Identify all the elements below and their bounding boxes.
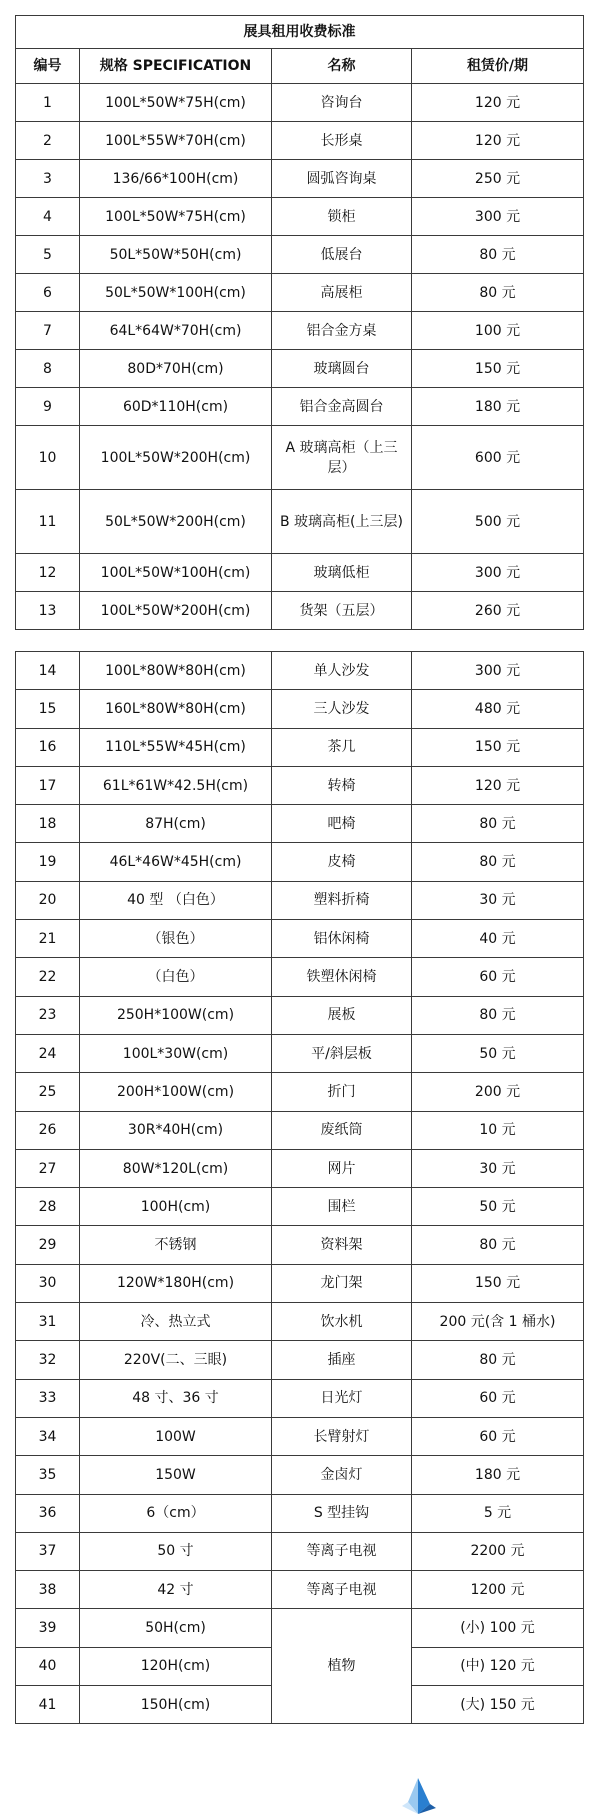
crystal-logo-icon [400, 1776, 440, 1816]
cell-name: 吧椅 [272, 805, 412, 843]
cell-number: 9 [16, 388, 80, 426]
cell-number: 41 [16, 1686, 80, 1724]
table-row [16, 1532, 584, 1570]
cell-spec: 46L*46W*45H(cm) [80, 843, 272, 881]
cell-spec: 87H(cm) [80, 805, 272, 843]
cell-spec: 100L*50W*75H(cm) [80, 198, 272, 236]
cell-name: 等离子电视 [272, 1571, 412, 1609]
cell-name: 长臂射灯 [272, 1417, 412, 1455]
table-row [16, 1226, 584, 1264]
cell-name: 转椅 [272, 766, 412, 804]
cell-number: 1 [16, 84, 80, 122]
cell-spec: 120H(cm) [80, 1647, 272, 1685]
cell-price: 40 元 [412, 920, 584, 958]
cell-price: 80 元 [412, 1341, 584, 1379]
cell-price: 180 元 [412, 388, 584, 426]
table-row [16, 198, 584, 236]
cell-name: 茶几 [272, 728, 412, 766]
cell-name: S 型挂钩 [272, 1494, 412, 1532]
table-row [16, 766, 584, 804]
cell-spec: 50 寸 [80, 1532, 272, 1570]
cell-price: 80 元 [412, 274, 584, 312]
cell-spec: （银色） [80, 920, 272, 958]
cell-spec: 42 寸 [80, 1571, 272, 1609]
cell-price: 120 元 [412, 766, 584, 804]
price-table-part-2 [15, 651, 584, 1724]
cell-price: 180 元 [412, 1456, 584, 1494]
cell-spec: 30R*40H(cm) [80, 1111, 272, 1149]
cell-spec: 200H*100W(cm) [80, 1073, 272, 1111]
cell-price: 200 元(含 1 桶水) [412, 1303, 584, 1341]
cell-name: 插座 [272, 1341, 412, 1379]
cell-name: 塑料折椅 [272, 881, 412, 919]
cell-number: 30 [16, 1264, 80, 1302]
cell-name: 资料架 [272, 1226, 412, 1264]
cell-name: 铝合金方桌 [272, 312, 412, 350]
cell-price: 2200 元 [412, 1532, 584, 1570]
cell-spec: 冷、热立式 [80, 1303, 272, 1341]
cell-spec: 50L*50W*100H(cm) [80, 274, 272, 312]
cell-price: 10 元 [412, 1111, 584, 1149]
table-row [16, 652, 584, 690]
table-row [16, 274, 584, 312]
cell-name: 网片 [272, 1149, 412, 1187]
cell-price: 50 元 [412, 1188, 584, 1226]
cell-spec: 100L*30W(cm) [80, 1034, 272, 1072]
cell-spec: 100L*50W*200H(cm) [80, 592, 272, 630]
cell-spec: 80D*70H(cm) [80, 350, 272, 388]
cell-name: 高展柜 [272, 274, 412, 312]
cell-spec: 250H*100W(cm) [80, 996, 272, 1034]
cell-price: 50 元 [412, 1034, 584, 1072]
cell-number: 13 [16, 592, 80, 630]
cell-number: 8 [16, 350, 80, 388]
cell-price: 120 元 [412, 84, 584, 122]
cell-name: 围栏 [272, 1188, 412, 1226]
cell-name: 龙门架 [272, 1264, 412, 1302]
table-row [16, 426, 584, 490]
cell-name: 货架（五层） [272, 592, 412, 630]
cell-spec: 100L*55W*70H(cm) [80, 122, 272, 160]
cell-spec: 64L*64W*70H(cm) [80, 312, 272, 350]
cell-number: 34 [16, 1417, 80, 1455]
cell-name: 皮椅 [272, 843, 412, 881]
cell-price: 80 元 [412, 1226, 584, 1264]
cell-spec: （白色） [80, 958, 272, 996]
table-row [16, 1149, 584, 1187]
cell-price: 200 元 [412, 1073, 584, 1111]
cell-spec: 61L*61W*42.5H(cm) [80, 766, 272, 804]
table-row [16, 1571, 584, 1609]
table-row [16, 996, 584, 1034]
cell-price: 30 元 [412, 881, 584, 919]
cell-price: (小) 100 元 [412, 1609, 584, 1647]
table-row [16, 805, 584, 843]
cell-number: 10 [16, 426, 80, 490]
cell-price: 80 元 [412, 805, 584, 843]
cell-spec: 100L*50W*75H(cm) [80, 84, 272, 122]
cell-price: 260 元 [412, 592, 584, 630]
cell-spec: 6（cm） [80, 1494, 272, 1532]
cell-number: 16 [16, 728, 80, 766]
cell-spec: 100L*50W*100H(cm) [80, 554, 272, 592]
table-row [16, 122, 584, 160]
cell-number: 38 [16, 1571, 80, 1609]
cell-number: 17 [16, 766, 80, 804]
cell-name: 展板 [272, 996, 412, 1034]
cell-number: 3 [16, 160, 80, 198]
cell-name: 金卤灯 [272, 1456, 412, 1494]
cell-number: 11 [16, 490, 80, 554]
table-row [16, 920, 584, 958]
cell-price: 60 元 [412, 1379, 584, 1417]
cell-spec: 100H(cm) [80, 1188, 272, 1226]
cell-spec: 50L*50W*200H(cm) [80, 490, 272, 554]
cell-number: 25 [16, 1073, 80, 1111]
cell-number: 37 [16, 1532, 80, 1570]
cell-number: 12 [16, 554, 80, 592]
cell-name: B 玻璃高柜(上三层) [272, 490, 412, 554]
cell-spec: 50H(cm) [80, 1609, 272, 1647]
cell-price: 300 元 [412, 198, 584, 236]
cell-name: 铝休闲椅 [272, 920, 412, 958]
table-row [16, 236, 584, 274]
cell-number: 36 [16, 1494, 80, 1532]
table-row [16, 1609, 584, 1647]
cell-name: 日光灯 [272, 1379, 412, 1417]
cell-price: 120 元 [412, 122, 584, 160]
table-row [16, 881, 584, 919]
cell-spec: 136/66*100H(cm) [80, 160, 272, 198]
cell-number: 28 [16, 1188, 80, 1226]
cell-spec: 50L*50W*50H(cm) [80, 236, 272, 274]
cell-name: 长形桌 [272, 122, 412, 160]
cell-number: 26 [16, 1111, 80, 1149]
table-row [16, 1264, 584, 1302]
table-row [16, 1341, 584, 1379]
table-row [16, 728, 584, 766]
table-row [16, 554, 584, 592]
cell-number: 32 [16, 1341, 80, 1379]
cell-spec: 80W*120L(cm) [80, 1149, 272, 1187]
table-row [16, 1111, 584, 1149]
cell-number: 7 [16, 312, 80, 350]
table-row [16, 84, 584, 122]
cell-number: 23 [16, 996, 80, 1034]
cell-number: 2 [16, 122, 80, 160]
cell-number: 39 [16, 1609, 80, 1647]
cell-name: 废纸筒 [272, 1111, 412, 1149]
cell-number: 33 [16, 1379, 80, 1417]
table-row [16, 1188, 584, 1226]
cell-price: 60 元 [412, 958, 584, 996]
cell-number: 24 [16, 1034, 80, 1072]
cell-name: A 玻璃高柜（上三层） [272, 426, 412, 490]
table-row [16, 1034, 584, 1072]
table-row [16, 592, 584, 630]
table-row [16, 160, 584, 198]
cell-spec: 160L*80W*80H(cm) [80, 690, 272, 728]
cell-price: 500 元 [412, 490, 584, 554]
cell-name: 单人沙发 [272, 652, 412, 690]
cell-price: 80 元 [412, 843, 584, 881]
cell-spec: 60D*110H(cm) [80, 388, 272, 426]
cell-spec: 不锈钢 [80, 1226, 272, 1264]
cell-price: 300 元 [412, 554, 584, 592]
table-row [16, 1417, 584, 1455]
cell-price: 1200 元 [412, 1571, 584, 1609]
cell-number: 22 [16, 958, 80, 996]
table-title: 展具租用收费标准 [16, 16, 584, 49]
cell-spec: 150W [80, 1456, 272, 1494]
table-row [16, 350, 584, 388]
cell-spec: 100L*80W*80H(cm) [80, 652, 272, 690]
table-row [16, 312, 584, 350]
cell-number: 20 [16, 881, 80, 919]
table-row [16, 843, 584, 881]
cell-spec: 40 型 （白色） [80, 881, 272, 919]
cell-price: 80 元 [412, 996, 584, 1034]
cell-number: 4 [16, 198, 80, 236]
table-row [16, 690, 584, 728]
cell-number: 5 [16, 236, 80, 274]
table-row [16, 1456, 584, 1494]
cell-spec: 110L*55W*45H(cm) [80, 728, 272, 766]
cell-price: (大) 150 元 [412, 1686, 584, 1724]
cell-number: 31 [16, 1303, 80, 1341]
price-table-part-1 [15, 15, 584, 630]
cell-price: 150 元 [412, 350, 584, 388]
cell-price: 60 元 [412, 1417, 584, 1455]
cell-number: 19 [16, 843, 80, 881]
cell-name: 平/斜层板 [272, 1034, 412, 1072]
table-row [16, 1303, 584, 1341]
cell-name: 铁塑休闲椅 [272, 958, 412, 996]
table-row [16, 1379, 584, 1417]
cell-spec: 100L*50W*200H(cm) [80, 426, 272, 490]
cell-number: 27 [16, 1149, 80, 1187]
cell-name: 折门 [272, 1073, 412, 1111]
cell-price: (中) 120 元 [412, 1647, 584, 1685]
cell-price: 600 元 [412, 426, 584, 490]
cell-price: 150 元 [412, 728, 584, 766]
table-row [16, 958, 584, 996]
cell-number: 40 [16, 1647, 80, 1685]
cell-number: 35 [16, 1456, 80, 1494]
table-row [16, 1494, 584, 1532]
header-spec: 规格 SPECIFICATION [80, 49, 272, 84]
cell-price: 30 元 [412, 1149, 584, 1187]
cell-name: 玻璃低柜 [272, 554, 412, 592]
cell-spec: 100W [80, 1417, 272, 1455]
cell-spec: 220V(二、三眼) [80, 1341, 272, 1379]
cell-name: 铝合金高圆台 [272, 388, 412, 426]
cell-number: 18 [16, 805, 80, 843]
cell-number: 29 [16, 1226, 80, 1264]
table-row [16, 1073, 584, 1111]
cell-number: 15 [16, 690, 80, 728]
cell-price: 5 元 [412, 1494, 584, 1532]
cell-name: 等离子电视 [272, 1532, 412, 1570]
cell-spec: 120W*180H(cm) [80, 1264, 272, 1302]
header-number: 编号 [16, 49, 80, 84]
cell-price: 100 元 [412, 312, 584, 350]
cell-number: 21 [16, 920, 80, 958]
header-name: 名称 [272, 49, 412, 84]
cell-name: 饮水机 [272, 1303, 412, 1341]
cell-name: 三人沙发 [272, 690, 412, 728]
cell-spec: 150H(cm) [80, 1686, 272, 1724]
cell-number: 6 [16, 274, 80, 312]
header-price: 租赁价/期 [412, 49, 584, 84]
cell-price: 80 元 [412, 236, 584, 274]
cell-name: 圆弧咨询桌 [272, 160, 412, 198]
cell-number: 14 [16, 652, 80, 690]
cell-name: 玻璃圆台 [272, 350, 412, 388]
cell-price: 300 元 [412, 652, 584, 690]
cell-name-plants: 植物 [272, 1609, 412, 1724]
cell-name: 低展台 [272, 236, 412, 274]
cell-spec: 48 寸、36 寸 [80, 1379, 272, 1417]
cell-price: 250 元 [412, 160, 584, 198]
cell-price: 480 元 [412, 690, 584, 728]
cell-name: 咨询台 [272, 84, 412, 122]
cell-name: 锁柜 [272, 198, 412, 236]
table-row [16, 388, 584, 426]
table-row [16, 490, 584, 554]
cell-price: 150 元 [412, 1264, 584, 1302]
